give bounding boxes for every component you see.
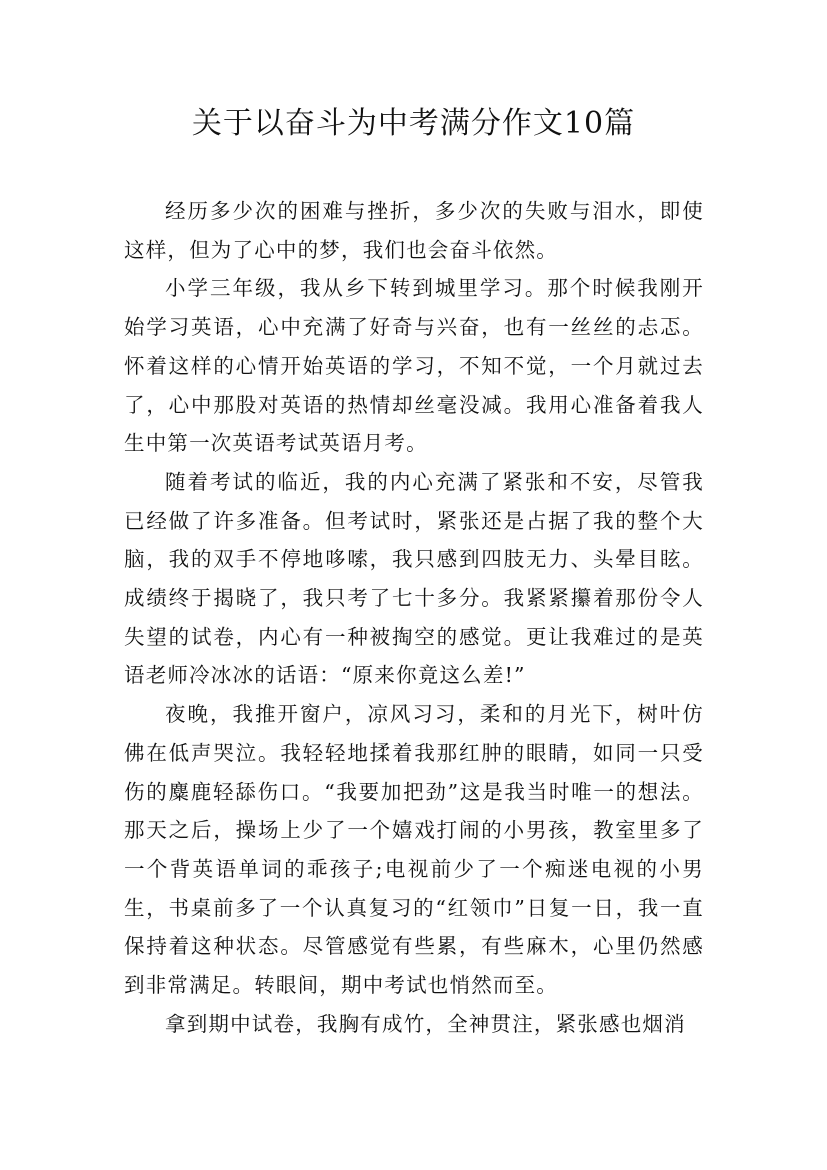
document-body	[124, 192, 704, 1043]
document-title: 关于以奋斗为中考满分作文10篇	[191, 106, 636, 141]
paragraph: 小学三年级，我从乡下转到城里学习。那个时候我刚开始学习英语，心中充满了好奇与兴奋，也有一丝丝的忐忑。怀着这样的心情开始英语的学习，不知不觉，一个月就过去了，心中那股对英语的热情却丝毫没减。我用心准备着我人生中第一次英语考试英语月考。	[124, 276, 704, 456]
paragraph: 经历多少次的困难与挫折，多少次的失败与泪水，即使这样，但为了心中的梦，我们也会奋斗依然。	[124, 199, 704, 262]
paragraph: 拿到期中试卷，我胸有成竹，全神贯注，紧张感也烟消	[165, 1011, 686, 1036]
paragraph: 随着考试的临近，我的内心充满了紧张和不安，尽管我已经做了许多准备。但考试时，紧张还是占据了我的整个大脑，我的双手不停地哆嗦，我只感到四肢无力、头晕目眩。成绩终于揭晓了，我只考了七十多分。我紧紧攥着那份令人失望的试卷，内心有一种被掏空的感觉。更让我难过的是英语老师冷冰冰的话语：“原来你竟这么差!”	[124, 469, 704, 688]
paragraph: 夜晚，我推开窗户，凉风习习，柔和的月光下，树叶仿佛在低声哭泣。我轻轻地揉着我那红肿的眼睛，如同一只受伤的麋鹿轻舔伤口。“我要加把劲”这是我当时唯一的想法。那天之后，操场上少了一个嬉戏打闹的小男孩，教室里多了一个背英语单词的乖孩子;电视前少了一个痴迷电视的小男生，书桌前多了一个认真复习的“红领巾”日复一日，我一直保持着这种状态。尽管感觉有些累，有些麻木，心里仍然感到非常满足。转眼间，期中考试也悄然而至。	[124, 702, 704, 998]
